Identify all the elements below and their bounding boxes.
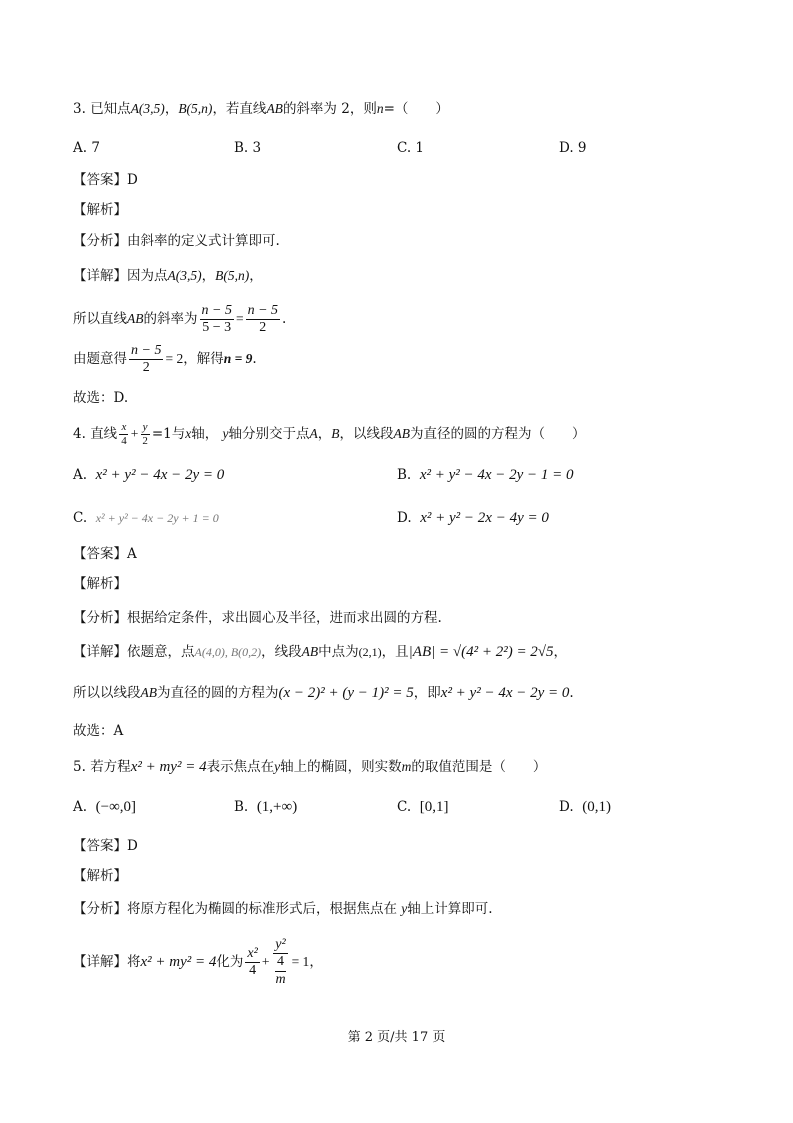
q4-option-d: D. x² + y² − 2x − 4y = 0 bbox=[397, 510, 549, 526]
q4-stem: 4. 直线 $\frac{x}{4}$ + $\frac{y}{2}$ =1与x轴， y轴分别交于点A，B，以线段AB为直径的圆的方程为（ ） bbox=[73, 421, 586, 447]
q5-xiangjie: 【详解】将x² + my² = 4化为 $\frac{\text{x²}}{4}$ + $\frac{\text{y²}}{\frac{4}{m}}$ = 1， bbox=[73, 937, 323, 987]
q4-jiexi: 【解析】 bbox=[73, 576, 127, 592]
q4-answer: 【答案】A bbox=[73, 546, 137, 562]
q3-option-b: B. 3 bbox=[234, 140, 262, 156]
q3-stem: 3. 已知点A(3,5)，B(5,n)，若直线AB的斜率为 2，则n=（ ） bbox=[73, 101, 449, 117]
q4-circle-line: 所以以线段AB为直径的圆的方程为(x − 2)² + (y − 1)² = 5，即x² + y² − 4x − 2y = 0. bbox=[73, 685, 574, 701]
q5-stem: 5. 若方程x² + my² = 4表示焦点在y轴上的椭圆，则实数m的取值范围是（ ） bbox=[73, 759, 547, 775]
q3-jiexi: 【解析】 bbox=[73, 202, 127, 218]
q3-option-c: C. 1 bbox=[397, 140, 425, 156]
q4-option-a: A. x² + y² − 4x − 2y = 0 bbox=[73, 467, 225, 483]
q5-option-d: D. (0,1) bbox=[559, 799, 611, 815]
q3-answer: 【答案】D bbox=[73, 172, 138, 188]
q4-fenxi: 【分析】根据给定条件，求出圆心及半径，进而求出圆的方程. bbox=[73, 610, 442, 626]
q5-jiexi: 【解析】 bbox=[73, 868, 127, 884]
q3-xiangjie: 【详解】因为点A(3,5)，B(5,n)， bbox=[73, 268, 263, 284]
q5-option-a: A. (−∞,0] bbox=[73, 799, 137, 815]
q4-choice: 故选：A bbox=[73, 723, 124, 739]
q3-fenxi: 【分析】由斜率的定义式计算即可. bbox=[73, 233, 280, 249]
q4-option-b: B. x² + y² − 4x − 2y − 1 = 0 bbox=[397, 467, 574, 483]
q4-option-c: C. x² + y² − 4x − 2y + 1 = 0 bbox=[73, 510, 219, 526]
page-footer: 第 2 页/共 17 页 bbox=[347, 1030, 446, 1045]
q3-solve-line: 由题意得 $\frac{n - 5}{2}$ = 2，解得n = 9. bbox=[73, 342, 257, 375]
q5-answer: 【答案】D bbox=[73, 838, 138, 854]
q4-xiangjie: 【详解】依题意，点A(4,0), B(0,2)，线段AB中点为(2,1)，且|AB| = √(4² + 2²) = 2√5， bbox=[73, 644, 568, 660]
q3-slope-line: 所以直线AB的斜率为 $\frac{n - 5}{5 - 3}$ = $\frac{n - 5}{2}$ . bbox=[73, 302, 287, 335]
q5-option-b: B. (1,+∞) bbox=[234, 799, 298, 815]
q3-option-d: D. 9 bbox=[559, 140, 587, 156]
q3-choice: 故选：D. bbox=[73, 390, 129, 406]
q5-fenxi: 【分析】将原方程化为椭圆的标准形式后，根据焦点在 y轴上计算即可. bbox=[73, 901, 493, 917]
q5-option-c: C. [0,1] bbox=[397, 799, 449, 815]
q3-option-a: A. 7 bbox=[73, 140, 100, 156]
